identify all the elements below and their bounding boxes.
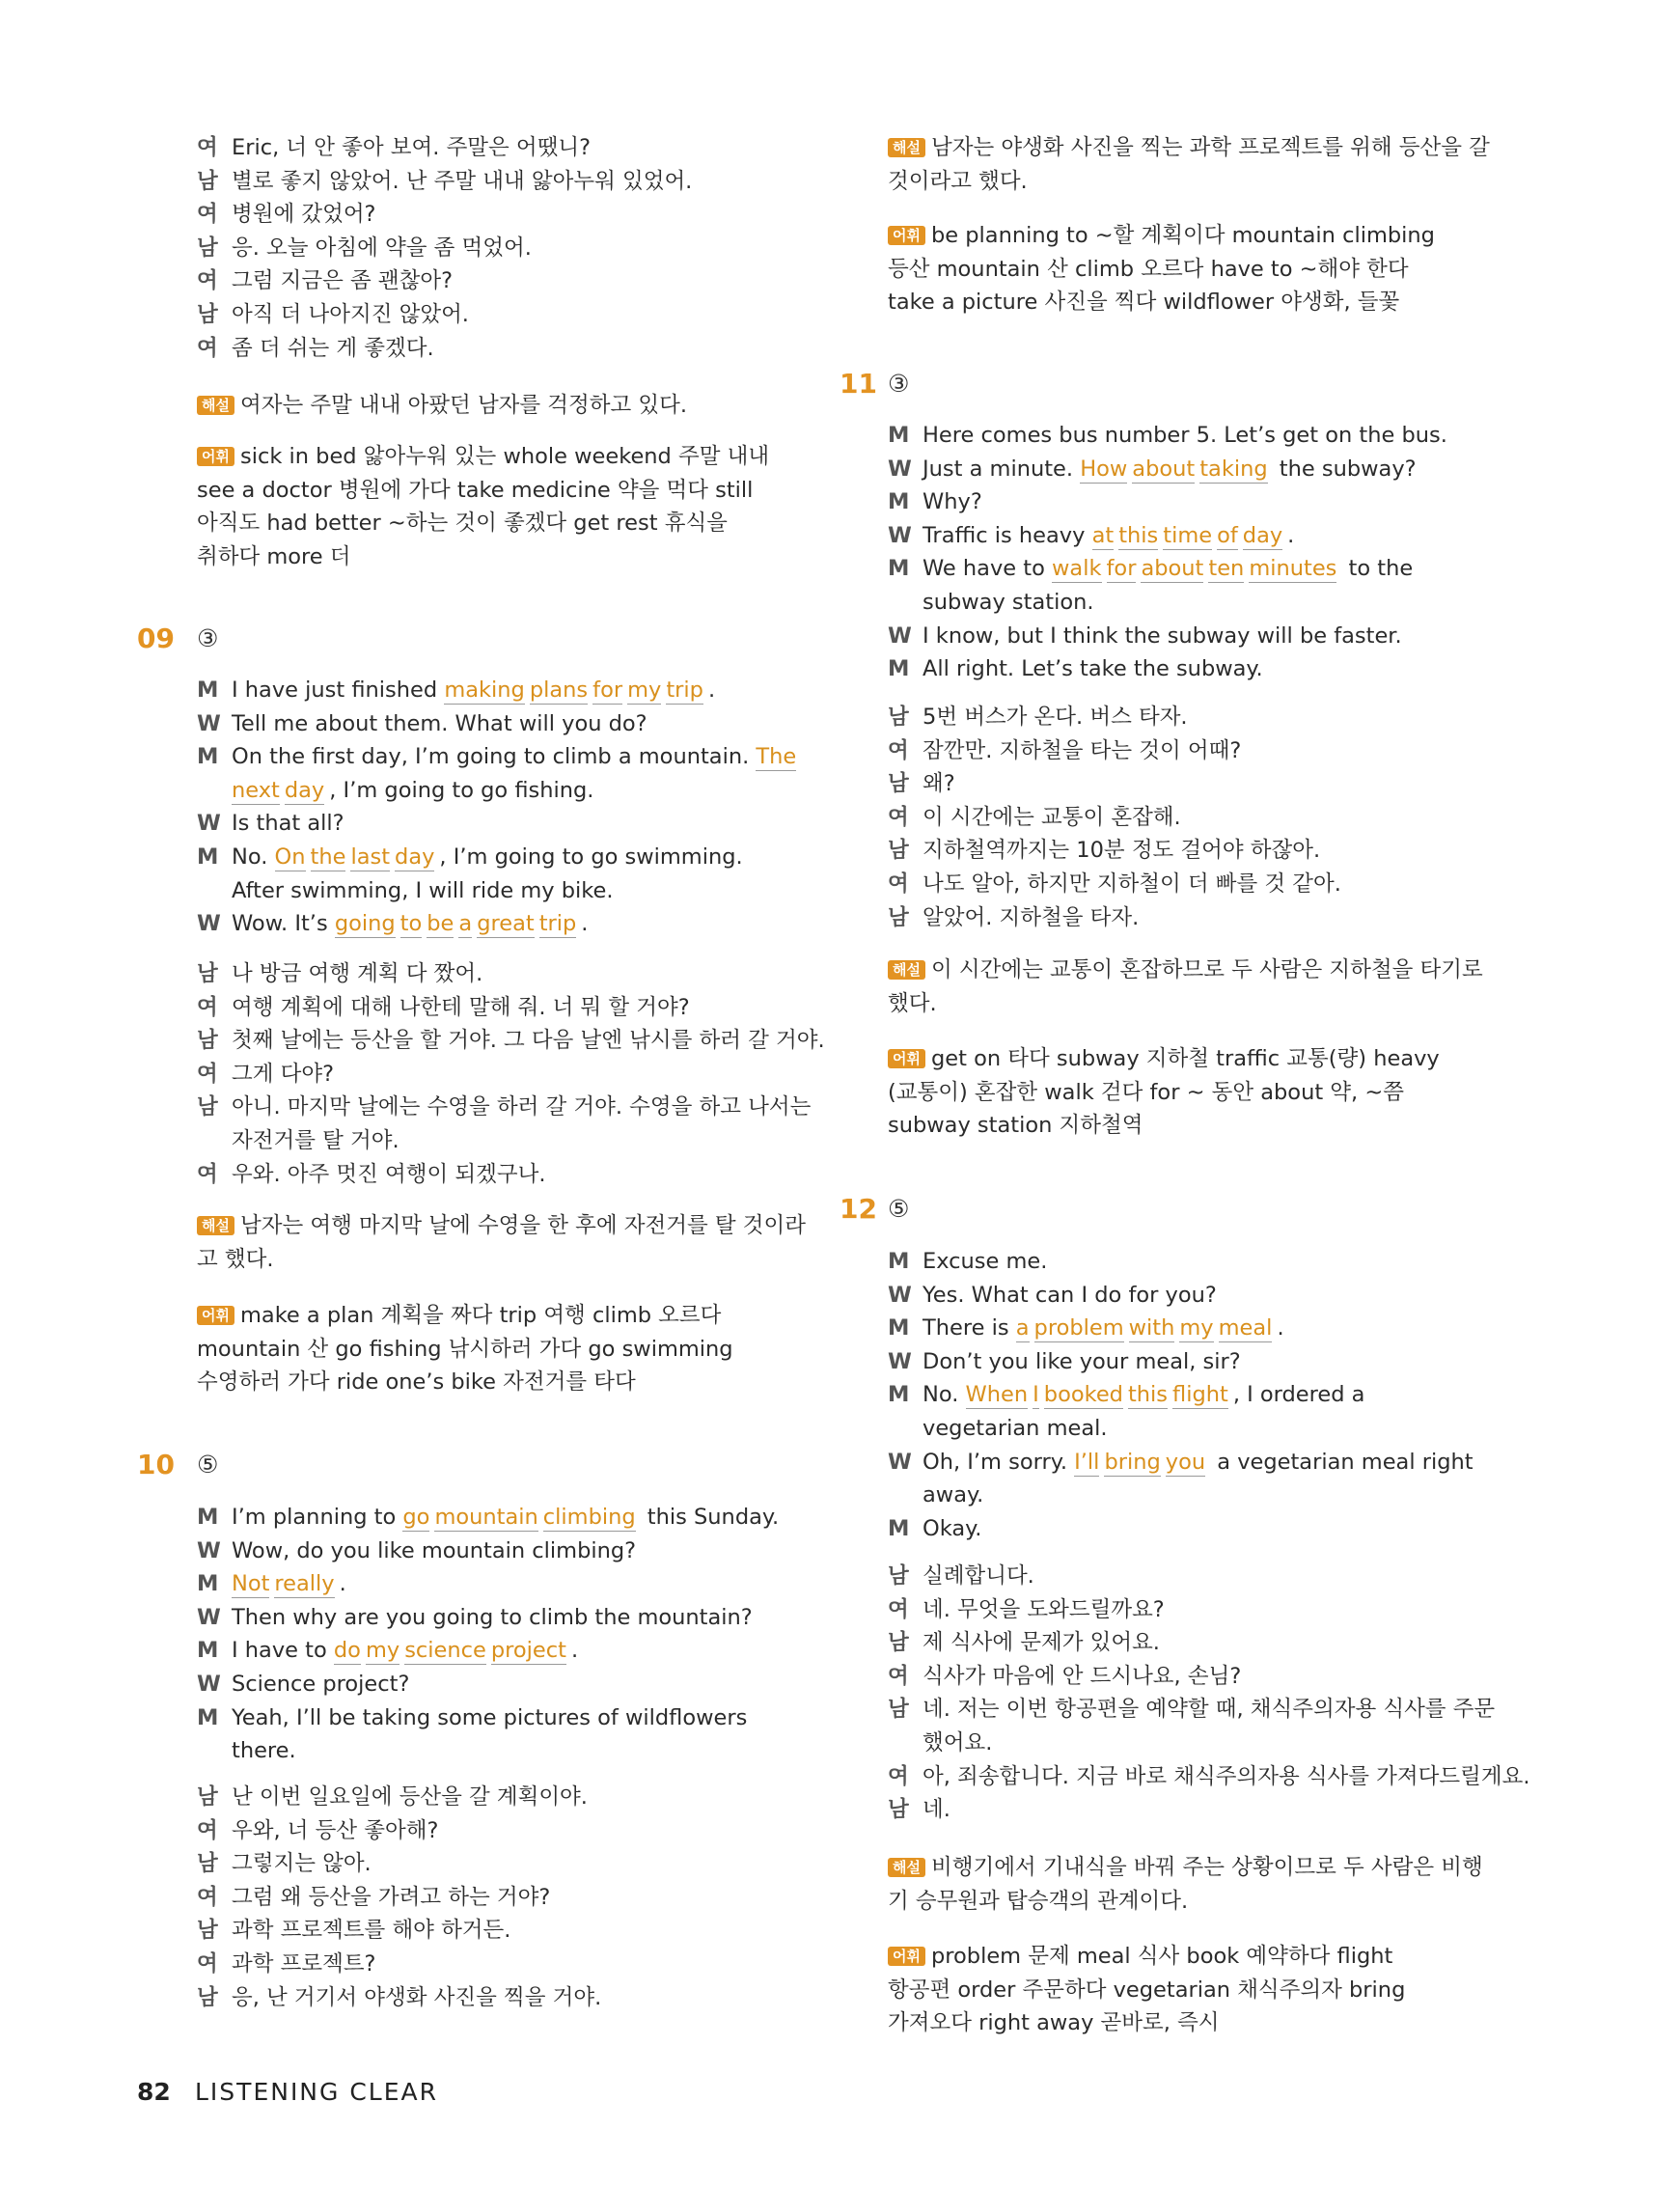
speaker-label: 남 [197, 1028, 218, 1054]
line-text: 그렇지는 않아. [232, 1851, 372, 1877]
speaker-label: 남 [888, 838, 909, 864]
line-text [923, 453, 1417, 485]
line-text: 자전거를 탈 거야. [232, 1128, 399, 1153]
block-text: 기 승무원과 탑승객의 관계이다. [888, 1888, 1189, 1914]
underlined-answer: to [399, 911, 423, 937]
line-text [232, 807, 344, 840]
text-segment: vegetarian meal. [923, 1416, 1108, 1441]
text-segment: I have just finished [232, 677, 445, 703]
q09-vocab [197, 1333, 733, 1366]
commentary-badge: 해설 [888, 138, 925, 157]
q08-commentary [197, 389, 687, 422]
text-segment: I know, but I think the subway will be faster. [923, 622, 1402, 649]
line-text [923, 1412, 1108, 1445]
block-text: 가져오다 right away 곧바로, 즉시 [888, 2010, 1220, 2036]
q09-vocab [197, 1366, 636, 1398]
underlined-answer: the [310, 844, 346, 870]
line-text: 응. 오늘 아침에 약을 좀 먹었어. [232, 235, 532, 261]
text-segment: Science project? [232, 1672, 410, 1697]
block-text: 여자는 주말 내내 아팠던 남자를 걱정하고 있다. [239, 393, 688, 418]
text-segment: , I’m going to go fishing. [329, 777, 594, 803]
line-text [923, 1378, 1364, 1411]
q09-number: 09 [137, 622, 175, 654]
underlined-answer: project [490, 1638, 566, 1664]
underlined-answer: When [965, 1382, 1029, 1408]
speaker-label: 남 [888, 705, 909, 730]
speaker-label: W [888, 456, 912, 482]
line-text [232, 1501, 779, 1534]
underlined-answer: for [592, 677, 623, 703]
vocabulary-badge: 어휘 [888, 226, 925, 245]
speaker-label: W [197, 710, 221, 736]
line-text [232, 1634, 578, 1667]
speaker-label: 여 [888, 737, 909, 763]
line-text: 아니. 마지막 날에는 수영을 하러 갈 거야. 수영을 하고 나서는 [232, 1094, 812, 1120]
line-text: 그게 다야? [232, 1061, 335, 1087]
speaker-label: 남 [197, 961, 218, 986]
underlined-answer: The [756, 744, 797, 770]
speaker-label: M [197, 1505, 219, 1530]
line-text: 우와, 너 등산 좋아해? [232, 1817, 439, 1843]
line-text [923, 1245, 1047, 1278]
underlined-answer: ten [1208, 556, 1245, 582]
line-text [923, 1279, 1217, 1312]
text-segment: After swimming, I will ride my bike. [232, 877, 614, 903]
line-text: 알았어. 지하철을 타자. [923, 904, 1140, 930]
speaker-label: W [197, 1604, 221, 1630]
text-segment: Don’t you like your meal, sir? [923, 1348, 1241, 1374]
underlined-answer: mountain [434, 1505, 538, 1530]
speaker-label: 여 [197, 335, 218, 361]
speaker-label: 여 [888, 1596, 909, 1622]
speaker-label: M [888, 423, 910, 448]
q12-vocab [888, 2006, 1220, 2039]
block-text: subway station 지하철역 [888, 1113, 1143, 1139]
line-text [923, 552, 1413, 585]
book-title: LISTENING CLEAR [195, 2078, 438, 2106]
speaker-label: W [888, 1449, 912, 1475]
block-text: 남자는 야생화 사진을 찍는 과학 프로젝트를 위해 등산을 갈 [930, 135, 1490, 160]
q12-commentary [888, 1885, 1188, 1918]
q09-commentary [197, 1209, 806, 1242]
q11-vocab [888, 1109, 1143, 1142]
speaker-label: 남 [888, 771, 909, 797]
line-text [923, 1446, 1473, 1479]
text-segment: I have to [232, 1638, 334, 1664]
speaker-label: 여 [888, 1663, 909, 1689]
line-text [923, 1345, 1241, 1378]
underlined-answer: taking [1199, 456, 1268, 482]
block-text: take a picture 사진을 찍다 wildflower 야생화, 들꽃 [888, 290, 1400, 316]
speaker-label: 여 [888, 1763, 909, 1789]
speaker-label: W [888, 622, 912, 649]
text-segment: Okay. [923, 1515, 982, 1541]
line-text: 이 시간에는 교통이 혼잡해. [923, 804, 1181, 830]
underlined-answer: climbing [542, 1505, 636, 1530]
underlined-answer: walk [1052, 556, 1102, 582]
text-segment: All right. Let’s take the subway. [923, 656, 1263, 682]
speaker-label: M [197, 677, 219, 703]
text-segment: On the first day, I’m going to climb a mountain. [232, 744, 757, 770]
line-text [232, 874, 614, 907]
q08-vocab [197, 540, 351, 573]
line-text [923, 586, 1094, 619]
text-segment: Wow, do you like mountain climbing? [232, 1537, 637, 1563]
block-text: sick in bed 앓아누워 있는 whole weekend 주말 내내 [239, 444, 770, 469]
text-segment: , I’m going to go swimming. [439, 844, 743, 870]
speaker-label: M [197, 1704, 219, 1730]
speaker-label: 여 [197, 1061, 218, 1087]
line-text: 첫째 날에는 등산을 할 거야. 그 다음 날엔 낚시를 하러 갈 거야. [232, 1028, 825, 1054]
underlined-answer: really [274, 1571, 335, 1597]
speaker-label: M [888, 1315, 910, 1341]
underlined-answer: about [1141, 556, 1204, 582]
q10-vocab [888, 253, 1409, 286]
line-text [923, 652, 1263, 685]
text-segment: I’m planning to [232, 1505, 403, 1530]
underlined-answer: with [1128, 1315, 1175, 1341]
q10-commentary [888, 131, 1490, 164]
speaker-label: M [888, 656, 910, 682]
underlined-answer: Not [232, 1571, 270, 1597]
line-text: 여행 계획에 대해 나한테 말해 줘. 너 뭐 할 거야? [232, 994, 690, 1020]
underlined-answer: go [402, 1505, 430, 1530]
commentary-badge: 해설 [197, 396, 234, 415]
text-segment: We have to [923, 556, 1053, 582]
block-text: 아직도 had better ~하는 것이 좋겠다 get rest 휴식을 [197, 511, 728, 537]
text-segment: a vegetarian meal right [1210, 1449, 1473, 1475]
text-segment: there. [232, 1738, 296, 1764]
line-text [232, 841, 743, 873]
speaker-label: 남 [888, 1630, 909, 1656]
speaker-label: W [197, 811, 221, 837]
underlined-answer: great [477, 911, 535, 937]
text-segment: . [570, 1638, 579, 1664]
line-text: 제 식사에 문제가 있어요. [923, 1630, 1160, 1656]
line-text [232, 907, 588, 940]
speaker-label: 남 [888, 1563, 909, 1589]
underlined-answer: my [365, 1638, 400, 1664]
line-text: Eric, 너 안 좋아 보여. 주말은 어땠니? [232, 135, 592, 160]
speaker-label: W [197, 911, 221, 937]
page-number: 82 [137, 2078, 171, 2106]
q11-commentary [888, 954, 1483, 986]
underlined-answer: a [458, 911, 473, 937]
q11-vocab [888, 1042, 1440, 1075]
speaker-label: M [888, 1382, 910, 1408]
speaker-label: W [888, 1282, 912, 1308]
speaker-label: 남 [888, 904, 909, 930]
text-segment: , I ordered a [1232, 1382, 1365, 1408]
line-text: 별로 좋지 않았어. 난 주말 내내 앓아누워 있었어. [232, 168, 693, 194]
speaker-label: M [888, 1515, 910, 1541]
commentary-badge: 해설 [888, 1858, 925, 1877]
text-segment: . [339, 1571, 346, 1597]
underlined-answer: going [334, 911, 396, 937]
underlined-answer: a [1015, 1315, 1030, 1341]
text-segment: Is that all? [232, 811, 344, 837]
text-segment: . [1277, 1315, 1284, 1341]
line-text [232, 1734, 296, 1767]
line-text: 지하철역까지는 10분 정도 걸어야 하잖아. [923, 838, 1321, 864]
q10-number: 10 [137, 1449, 175, 1480]
block-text: 것이라고 했다. [888, 168, 1028, 194]
speaker-label: M [888, 489, 910, 515]
line-text [232, 1567, 346, 1600]
speaker-label: 남 [888, 1797, 909, 1823]
line-text: 병원에 갔었어? [232, 202, 376, 228]
block-text: mountain 산 go fishing 낚시하러 가다 go swimming [197, 1336, 733, 1362]
speaker-label: 남 [197, 302, 218, 327]
q09-answer: ③ [197, 624, 219, 652]
line-text: 난 이번 일요일에 등산을 갈 계획이야. [232, 1784, 588, 1810]
block-text: 수영하러 가다 ride one’s bike 자전거를 타다 [197, 1369, 636, 1396]
speaker-label: 남 [197, 235, 218, 261]
block-text: 등산 mountain 산 climb 오르다 have to ~해야 한다 [888, 256, 1409, 282]
vocabulary-badge: 어휘 [888, 1947, 925, 1966]
underlined-answer: be [427, 911, 454, 937]
underlined-answer: my [1179, 1315, 1214, 1341]
underlined-answer: next [232, 777, 280, 803]
commentary-badge: 해설 [888, 960, 925, 980]
speaker-label: 남 [197, 1918, 218, 1944]
q09-commentary [197, 1243, 274, 1276]
speaker-label: 여 [197, 135, 218, 160]
block-text: problem 문제 meal 식사 book 예약하다 flight [930, 1944, 1393, 1969]
speaker-label: W [888, 522, 912, 548]
speaker-label: M [197, 744, 219, 770]
text-segment: Here comes bus number 5. Let’s get on the bus. [923, 423, 1447, 448]
text-segment: subway station. [923, 590, 1094, 615]
q12-number: 12 [840, 1193, 877, 1225]
line-text [923, 1512, 981, 1545]
text-segment: Tell me about them. What will you do? [232, 710, 647, 736]
speaker-label: 여 [197, 1951, 218, 1977]
q12-commentary [888, 1851, 1483, 1884]
text-segment: Oh, I’m sorry. [923, 1449, 1075, 1475]
underlined-answer: time [1163, 522, 1213, 548]
line-text: 좀 더 쉬는 게 좋겠다. [232, 335, 434, 361]
line-text [232, 1601, 753, 1634]
underlined-answer: problem [1033, 1315, 1124, 1341]
underlined-answer: of [1217, 522, 1238, 548]
block-text: 비행기에서 기내식을 바꿔 주는 상황이므로 두 사람은 비행 [930, 1855, 1483, 1880]
q10-vocab [888, 286, 1399, 318]
q09-vocab [197, 1299, 721, 1332]
q10-commentary [888, 165, 1028, 198]
line-text: 그럼 왜 등산을 가려고 하는 거야? [232, 1884, 551, 1910]
line-text: 과학 프로젝트? [232, 1951, 376, 1977]
text-segment: Excuse me. [923, 1249, 1048, 1274]
underlined-answer: bring [1104, 1449, 1161, 1475]
text-segment: away. [923, 1482, 984, 1508]
block-text: 취하다 more 더 [197, 543, 351, 569]
speaker-label: 남 [197, 1851, 218, 1877]
q12-vocab [888, 1974, 1405, 2006]
speaker-label: 남 [888, 1697, 909, 1723]
speaker-label: 남 [197, 1094, 218, 1120]
line-text: 실례합니다. [923, 1563, 1034, 1589]
speaker-label: 남 [197, 168, 218, 194]
line-text [232, 774, 593, 807]
underlined-answer: about [1132, 456, 1196, 482]
vocabulary-badge: 어휘 [197, 447, 234, 466]
text-segment: No. [923, 1382, 966, 1408]
line-text: 했어요. [923, 1730, 993, 1756]
line-text: 네. [923, 1797, 950, 1823]
underlined-answer: I [1033, 1382, 1039, 1408]
line-text: 우와. 아주 멋진 여행이 되겠구나. [232, 1161, 546, 1187]
text-segment: No. [232, 844, 275, 870]
vocabulary-badge: 어휘 [888, 1049, 925, 1068]
q12-vocab [888, 1940, 1392, 1973]
text-segment: Yeah, I’ll be taking some pictures of wildflowers [232, 1704, 748, 1730]
line-text: 나 방금 여행 계획 다 짰어. [232, 961, 483, 986]
underlined-answer: do [333, 1638, 361, 1664]
q11-answer: ③ [888, 370, 910, 398]
text-segment: Then why are you going to climb the mountain? [232, 1604, 753, 1630]
text-segment: to the [1341, 556, 1414, 582]
line-text [232, 1535, 636, 1567]
underlined-answer: this [1127, 1382, 1169, 1408]
underlined-answer: day [395, 844, 435, 870]
text-segment: . [1287, 522, 1295, 548]
line-text [232, 1701, 747, 1734]
line-text: 잠깐만. 지하철을 타는 것이 어때? [923, 737, 1242, 763]
underlined-answer: I’ll [1074, 1449, 1100, 1475]
underlined-answer: booked [1043, 1382, 1123, 1408]
q11-number: 11 [840, 368, 877, 400]
text-segment: Just a minute. [923, 456, 1081, 482]
underlined-answer: day [284, 777, 325, 803]
text-segment: Traffic is heavy [923, 522, 1092, 548]
speaker-label: 여 [888, 871, 909, 897]
speaker-label: W [888, 1348, 912, 1374]
speaker-label: 여 [888, 804, 909, 830]
block-text: 항공편 order 주문하다 vegetarian 채식주의자 bring [888, 1977, 1406, 2003]
line-text: 5번 버스가 온다. 버스 타자. [923, 705, 1188, 730]
text-segment: the subway? [1272, 456, 1417, 482]
line-text: 식사가 마음에 안 드시나요, 손님? [923, 1663, 1242, 1689]
line-text [232, 674, 715, 706]
q08-vocab [197, 440, 769, 473]
underlined-answer: trip [666, 677, 703, 703]
line-text: 그럼 지금은 좀 괜찮아? [232, 268, 454, 294]
line-text [232, 740, 796, 773]
line-text: 과학 프로젝트를 해야 하거든. [232, 1918, 511, 1944]
underlined-answer: minutes [1249, 556, 1337, 582]
speaker-label: W [197, 1672, 221, 1697]
text-segment: Yes. What can I do for you? [923, 1282, 1217, 1308]
underlined-answer: How [1080, 456, 1128, 482]
q12-answer: ⑤ [888, 1195, 910, 1223]
block-text: get on 타다 subway 지하철 traffic 교통(량) heavy [930, 1046, 1440, 1071]
line-text [232, 1668, 409, 1700]
text-segment: . [581, 911, 589, 937]
block-text: see a doctor 병원에 가다 take medicine 약을 먹다 still [197, 477, 754, 503]
underlined-answer: at [1091, 522, 1115, 548]
underlined-answer: for [1106, 556, 1137, 582]
speaker-label: W [197, 1537, 221, 1563]
speaker-label: 여 [197, 202, 218, 228]
block-text: 남자는 여행 마지막 날에 수영을 한 후에 자전거를 탈 것이라 [239, 1213, 806, 1238]
speaker-label: 여 [197, 994, 218, 1020]
speaker-label: M [197, 844, 219, 870]
text-segment: Wow. It’s [232, 911, 335, 937]
q10-vocab [888, 219, 1435, 252]
text-segment: . [707, 677, 716, 703]
speaker-label: 여 [197, 1161, 218, 1187]
line-text: 응, 난 거기서 야생화 사진을 찍을 거야. [232, 1984, 602, 2010]
underlined-answer: making [444, 677, 525, 703]
q11-commentary [888, 987, 937, 1020]
speaker-label: 여 [197, 1817, 218, 1843]
underlined-answer: day [1242, 522, 1283, 548]
text-segment: There is [923, 1315, 1016, 1341]
q08-vocab [197, 474, 753, 507]
speaker-label: 여 [197, 1884, 218, 1910]
underlined-answer: On [274, 844, 306, 870]
q10-answer: ⑤ [197, 1451, 219, 1479]
speaker-label: 남 [197, 1984, 218, 2010]
speaker-label: M [197, 1571, 219, 1597]
speaker-label: 여 [197, 268, 218, 294]
underlined-answer: this [1118, 522, 1159, 548]
q08-vocab [197, 507, 728, 539]
underlined-answer: science [404, 1638, 486, 1664]
line-text [232, 707, 647, 740]
underlined-answer: plans [529, 677, 589, 703]
text-segment: this Sunday. [640, 1505, 780, 1530]
underlined-answer: last [350, 844, 391, 870]
text-segment: Why? [923, 489, 982, 515]
line-text [923, 419, 1447, 452]
block-text: (교통이) 혼잡한 walk 걷다 for ~ 동안 about 약, ~쯤 [888, 1079, 1404, 1105]
vocabulary-badge: 어휘 [197, 1306, 234, 1325]
block-text: make a plan 계획을 짜다 trip 여행 climb 오르다 [239, 1303, 722, 1328]
speaker-label: M [888, 556, 910, 582]
speaker-label: M [888, 1249, 910, 1274]
block-text: be planning to ~할 계획이다 mountain climbing [930, 223, 1435, 248]
line-text: 아, 죄송합니다. 지금 바로 채식주의자용 식사를 가져다드릴게요. [923, 1763, 1530, 1789]
block-text: 했다. [888, 990, 937, 1016]
line-text [923, 1479, 983, 1511]
block-text: 고 했다. [197, 1246, 274, 1272]
line-text [923, 519, 1294, 552]
block-text: 이 시간에는 교통이 혼잡하므로 두 사람은 지하철을 타기로 [930, 957, 1483, 982]
speaker-label: M [197, 1638, 219, 1664]
underlined-answer: you [1165, 1449, 1206, 1475]
underlined-answer: trip [538, 911, 577, 937]
underlined-answer: my [627, 677, 662, 703]
underlined-answer: meal [1218, 1315, 1273, 1341]
line-text [923, 485, 982, 518]
underlined-answer: flight [1172, 1382, 1228, 1408]
line-text: 아직 더 나아지진 않았어. [232, 302, 469, 327]
commentary-badge: 해설 [197, 1216, 234, 1235]
line-text [923, 1312, 1284, 1344]
line-text: 네. 무엇을 도와드릴까요? [923, 1596, 1165, 1622]
line-text: 왜? [923, 771, 955, 797]
line-text [923, 620, 1402, 652]
speaker-label: 남 [197, 1784, 218, 1810]
line-text: 네. 저는 이번 항공편을 예약할 때, 채식주의자용 식사를 주문 [923, 1697, 1496, 1723]
line-text: 나도 알아, 하지만 지하철이 더 빠를 것 같아. [923, 871, 1341, 897]
q11-vocab [888, 1076, 1404, 1109]
